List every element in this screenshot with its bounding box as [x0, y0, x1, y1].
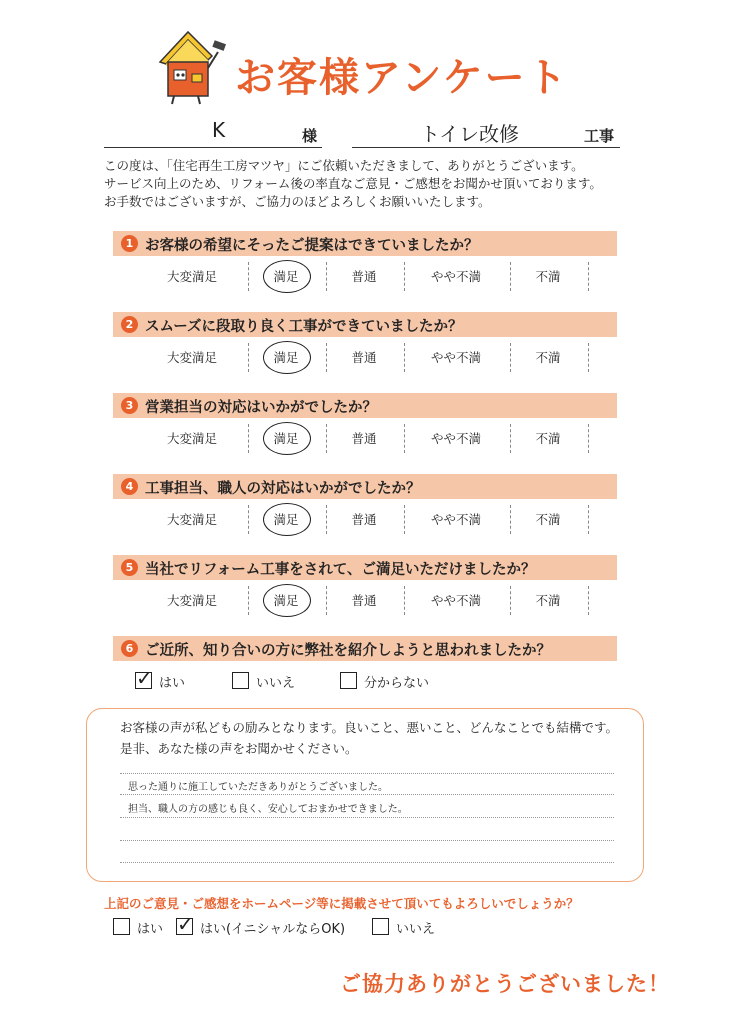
checkmark-icon: ✓: [177, 912, 194, 936]
question-bar-2: [113, 312, 617, 337]
rating-option[interactable]: 不満: [535, 269, 561, 284]
page-title: お客様アンケート: [235, 55, 569, 101]
permission-question: 上記のご意見・ご感想をホームページ等に掲載させて頂いてもよろしいでしょうか？: [104, 896, 579, 911]
checkmark-icon: ✓: [136, 666, 153, 690]
option-divider: [588, 262, 589, 291]
rating-options-1: [113, 259, 617, 294]
rating-option[interactable]: やや不満: [430, 431, 481, 446]
option-divider: [248, 424, 249, 453]
option-divider: [510, 505, 511, 534]
question-bar-5: [113, 555, 617, 580]
rating-option[interactable]: やや不満: [430, 593, 481, 608]
option-divider: [404, 424, 405, 453]
intro-line: この度は、「住宅再生工房マツヤ」にご依頼いただきまして、ありがとうございます。: [104, 158, 584, 173]
question-text: 営業担当の対応はいかがでしたか？: [145, 400, 377, 416]
checkbox-label: はい(イニシャルならOK): [200, 922, 346, 937]
checkbox-label: 分からない: [364, 676, 430, 691]
question-text: 工事担当、職人の対応はいかがでしたか？: [145, 481, 421, 497]
option-divider: [588, 424, 589, 453]
option-divider: [326, 505, 327, 534]
rating-options-5: [113, 583, 617, 618]
option-divider: [248, 262, 249, 291]
option-divider: [248, 586, 249, 615]
house-mascot-icon: [152, 26, 232, 106]
rating-option[interactable]: 満足: [273, 593, 299, 608]
rating-option[interactable]: 普通: [351, 350, 377, 365]
rating-option[interactable]: 満足: [273, 431, 299, 446]
question-bar-4: [113, 474, 617, 499]
option-divider: [404, 343, 405, 372]
rating-option[interactable]: 不満: [535, 350, 561, 365]
option-divider: [510, 424, 511, 453]
rating-options-4: [113, 502, 617, 537]
selected-circle: [263, 260, 311, 293]
option-divider: [588, 586, 589, 615]
comment-text: 思った通りに施工していただきありがとうございました。: [128, 782, 388, 793]
question-text: スムーズに段取り良く工事ができていましたか？: [145, 319, 463, 335]
option-divider: [404, 586, 405, 615]
question-text: お客様の希望にそったご提案はできていましたか？: [145, 238, 479, 254]
question-bar-3: [113, 393, 617, 418]
question-bar-1: [113, 231, 617, 256]
project-suffix: 工事: [584, 127, 615, 145]
option-divider: [510, 586, 511, 615]
option-divider: [510, 343, 511, 372]
rating-option[interactable]: 大変満足: [166, 350, 217, 365]
rating-option[interactable]: 大変満足: [166, 512, 217, 527]
question-text: 当社でリフォーム工事をされて、ご満足いただけましたか？: [145, 562, 536, 578]
rating-option[interactable]: 不満: [535, 431, 561, 446]
selected-circle: [263, 341, 311, 374]
rating-option[interactable]: 満足: [273, 512, 299, 527]
rating-option[interactable]: やや不満: [430, 350, 481, 365]
checkbox[interactable]: [232, 672, 249, 689]
comment-line: [120, 840, 614, 841]
option-divider: [404, 262, 405, 291]
option-divider: [326, 424, 327, 453]
question-number: 5: [121, 559, 138, 576]
question-number: 1: [121, 235, 138, 252]
question-number: 6: [121, 640, 138, 657]
comment-line: [120, 862, 614, 863]
checkbox-label: はい: [159, 676, 186, 691]
rating-option[interactable]: 大変満足: [166, 431, 217, 446]
rating-option[interactable]: やや不満: [430, 269, 481, 284]
comment-prompt-line: 是非、あなた様の声をお聞かせください。: [120, 741, 358, 756]
comment-prompt-line: お客様の声が私どもの励みとなります。良いこと、悪いこと、どんなことでも結構です。: [120, 720, 619, 735]
customer-honorific: 様: [302, 127, 318, 145]
comment-line: [120, 817, 614, 818]
comment-line: [120, 773, 614, 774]
checkbox[interactable]: [113, 918, 130, 935]
rating-option[interactable]: 普通: [351, 512, 377, 527]
rating-options-2: [113, 340, 617, 375]
checkbox-label: いいえ: [256, 676, 296, 691]
option-divider: [404, 505, 405, 534]
rating-option[interactable]: 普通: [351, 593, 377, 608]
rating-option[interactable]: 不満: [535, 512, 561, 527]
selected-circle: [263, 503, 311, 536]
comment-line: [120, 794, 614, 795]
comment-text: 担当、職人の方の感じも良く、安心しておまかせできました。: [128, 804, 408, 815]
option-divider: [326, 343, 327, 372]
selected-circle: [263, 422, 311, 455]
rating-option[interactable]: 大変満足: [166, 593, 217, 608]
question-bar-6: [113, 636, 617, 661]
checkbox-label: いいえ: [396, 922, 436, 937]
rating-option[interactable]: 満足: [273, 350, 299, 365]
checkbox[interactable]: [372, 918, 389, 935]
question-number: 4: [121, 478, 138, 495]
option-divider: [588, 343, 589, 372]
rating-option[interactable]: 満足: [273, 269, 299, 284]
project-name: トイレ改修: [420, 122, 519, 146]
selected-circle: [263, 584, 311, 617]
comment-prompt: [120, 717, 630, 759]
question-text: ご近所、知り合いの方に弊社を紹介しようと思われましたか？: [145, 643, 551, 659]
thanks-message: ご協力ありがとうございました！: [340, 972, 670, 996]
option-divider: [588, 505, 589, 534]
option-divider: [326, 262, 327, 291]
question-number: 2: [121, 316, 138, 333]
rating-option[interactable]: やや不満: [430, 512, 481, 527]
intro-text: [104, 157, 664, 211]
rating-options-3: [113, 421, 617, 456]
checkbox-label: はい: [137, 922, 164, 937]
rating-option[interactable]: 普通: [351, 431, 377, 446]
option-divider: [248, 343, 249, 372]
question-number: 3: [121, 397, 138, 414]
checkbox[interactable]: [340, 672, 357, 689]
intro-line: サービス向上のため、リフォーム後の率直なご意見・ご感想をお聞かせ頂いております。: [104, 176, 602, 191]
option-divider: [326, 586, 327, 615]
intro-line: お手数ではございますが、ご協力のほどよろしくお願いいたします。: [104, 194, 491, 209]
customer-name: K: [212, 118, 226, 142]
rating-option[interactable]: 大変満足: [166, 269, 217, 284]
rating-option[interactable]: 普通: [351, 269, 377, 284]
option-divider: [248, 505, 249, 534]
rating-option[interactable]: 不満: [535, 593, 561, 608]
option-divider: [510, 262, 511, 291]
